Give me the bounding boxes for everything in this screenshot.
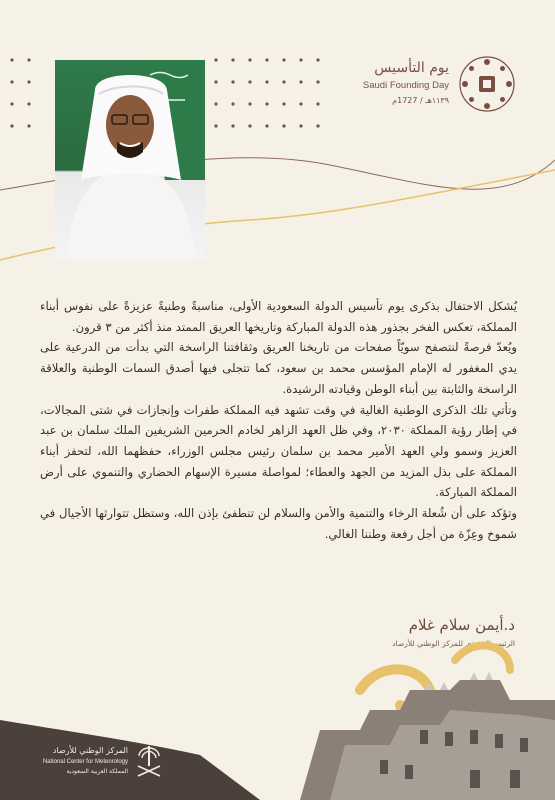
decorative-dot — [10, 102, 13, 105]
letter-paragraph-4: وتؤكد على أن شُعلة الرخاء والتنمية والأمن والسلام لن تنطفئ بإذن الله، وستظل تتوارثها الأجيال في شموخ وعِزّة من أجل رفعة وطننا الغالي. — [40, 506, 517, 541]
mud-castle-illustration — [300, 672, 555, 800]
decorative-dot — [299, 124, 302, 127]
letter-body — [40, 296, 517, 544]
decorative-dot — [282, 80, 285, 83]
decorative-dot — [231, 102, 234, 105]
signature-title: الرئيس التنفيذي للمركز الوطني للأرصاد — [392, 639, 515, 648]
decorative-dot — [282, 58, 285, 61]
decorative-dot — [316, 124, 319, 127]
decorative-dot — [282, 102, 285, 105]
decorative-dot — [10, 80, 13, 83]
brand-english: Saudi Founding Day — [362, 80, 449, 91]
ncm-logo — [16, 742, 166, 786]
decorative-dot — [265, 58, 268, 61]
decorative-dot — [214, 58, 217, 61]
decorative-dot — [10, 58, 13, 61]
palm-swords-emblem-icon — [134, 742, 164, 782]
decorative-dot — [299, 102, 302, 105]
decorative-dot — [248, 102, 251, 105]
decorative-dot — [316, 58, 319, 61]
person-portrait-icon — [55, 60, 205, 260]
founding-day-logo — [347, 54, 517, 116]
decorative-dot — [248, 124, 251, 127]
decorative-dot — [265, 80, 268, 83]
decorative-dot — [316, 102, 319, 105]
decorative-dot — [316, 80, 319, 83]
ncm-name-english: National Center for Meteorology — [42, 759, 128, 765]
brand-years: ١١٣٩هـ / 1727م — [392, 96, 449, 105]
decorative-dot — [299, 58, 302, 61]
decorative-dot — [248, 80, 251, 83]
gold-swirl-2 — [455, 646, 510, 670]
decorative-dot — [282, 124, 285, 127]
portrait-photo — [55, 60, 205, 260]
decorative-dot — [27, 102, 30, 105]
letter-paragraph-3: وتأتي تلك الذكرى الوطنية الغالية في وقت تشهد فيه المملكة طفرات وإنجازات في شتى المجالات، في إطار رؤية المملكة ٢٠٣٠، وفي ظل العهد الزاهر لخادم الحرمين الشريفين الملك سلمان بن عبد العزيز وسمو ولي العهد الأمير محمد بن سلمان رئيس مجلس الوزراء، حفظهما الله، لتحفز أبناء المملكة على بذل المزيد من الجهد والعطاء؛ لمواصلة مسيرة الإسهام الحضاري والتنموي على أرض المملكة المباركة. — [40, 402, 517, 500]
decorative-dot — [265, 124, 268, 127]
decorative-dot — [248, 58, 251, 61]
founding-day-emblem-icon — [457, 54, 517, 114]
decorative-dot — [265, 102, 268, 105]
ncm-country: المملكة العربية السعودية — [66, 768, 128, 775]
decorative-dot — [299, 80, 302, 83]
signature-name: د.أيمن سلام غلام — [408, 616, 515, 634]
decorative-dot — [231, 80, 234, 83]
decorative-dot — [214, 124, 217, 127]
decorative-dot — [231, 58, 234, 61]
decorative-dot — [214, 102, 217, 105]
brand-arabic: يوم التأسيس — [374, 60, 449, 76]
letter-paragraph-2: ويُعدّ فرصةً لنتصفح سويّاً صفحات من تاريخنا العريق وثقافتنا الراسخة التي بدأت من الدرعية على يدي المغفور له الإمام المؤسس محمد بن سعود، كما تتجلى فيها أصدق السمات الوطنية والعلاقة الراسخة والثابتة بين أبناء الوطن وقيادته الرشيدة. — [40, 340, 517, 396]
decorative-dot — [27, 58, 30, 61]
decorative-dot — [10, 124, 13, 127]
letter-paragraph-1: يُشكل الاحتفال بذكرى يوم تأسيس الدولة السعودية الأولى، مناسبةً وطنيةً عزيزةً على نفوس أبناء المملكة، تعكس الفخر بجذور هذه الدولة المباركة وتاريخها العريق الممتد منذ أكثر من ٣ قرون. — [40, 299, 517, 334]
decorative-dot — [27, 80, 30, 83]
decorative-dot — [27, 124, 30, 127]
ncm-name-arabic: المركز الوطني للأرصاد — [52, 746, 128, 755]
decorative-dot — [214, 80, 217, 83]
decorative-dot — [231, 124, 234, 127]
